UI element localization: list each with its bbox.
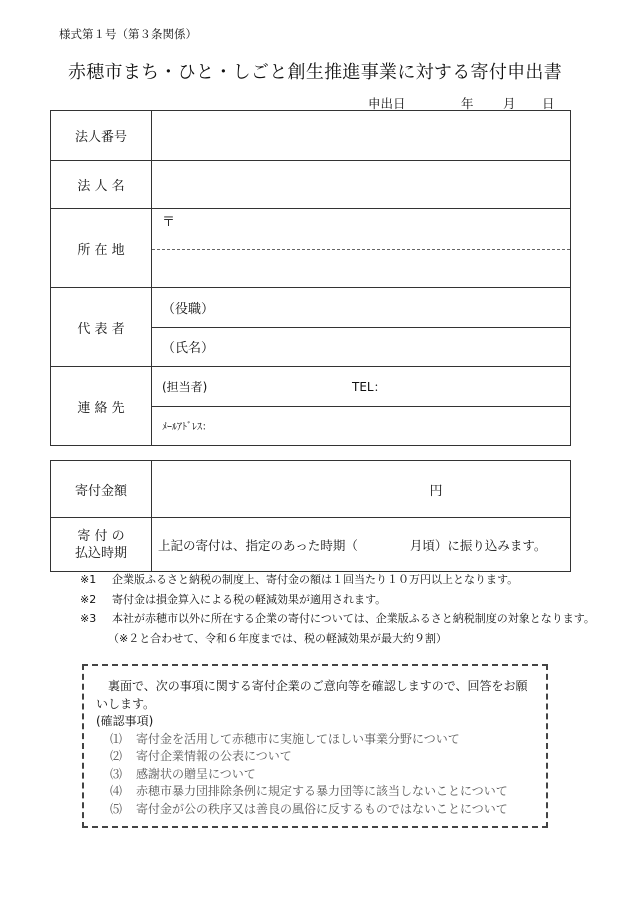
note-3-mark: ※3	[80, 612, 97, 625]
timing-label-line2: 払込時期	[74, 545, 127, 561]
note-1-mark: ※1	[80, 573, 97, 586]
corp-number-field[interactable]	[152, 111, 571, 161]
confirm-item-text: 寄付企業情報の公表について	[136, 749, 292, 763]
amount-field[interactable]	[152, 461, 571, 518]
confirm-item-text: 寄付金を活用して赤穂市に実施してほしい事業分野について	[136, 731, 460, 746]
email-label: ﾒｰﾙｱﾄﾞﾚｽ：	[162, 422, 212, 434]
timing-text-end: 月頃）に振り込みます。	[409, 537, 547, 553]
corp-name-label: 法 人 名	[51, 161, 152, 209]
note-3-text: 本社が赤穂市以外に所在する企業の寄付については、企業版ふるさと納税制度の対象となります。	[112, 612, 595, 625]
confirm-item	[96, 766, 536, 784]
tel-label: TEL：	[352, 379, 386, 394]
confirm-item-number: ⑶	[110, 766, 123, 781]
applicant-table	[50, 110, 571, 446]
note-2-text: 寄付金は損金算入による税の軽減効果が適用されます。	[112, 592, 387, 606]
confirm-item-number: ⑸	[110, 801, 123, 816]
contact-person-label: (担当者)	[162, 379, 208, 394]
amount-label: 寄付金額	[51, 461, 152, 518]
email-field[interactable]	[152, 407, 570, 446]
postal-code-field[interactable]	[152, 209, 570, 250]
confirmation-box	[82, 664, 548, 828]
yen-unit: 円	[429, 483, 443, 499]
contact-person-field[interactable]	[152, 367, 570, 407]
rep-title-label: （役職）	[162, 301, 215, 317]
address-label: 所 在 地	[51, 209, 152, 288]
note-1	[80, 570, 610, 590]
address-field[interactable]	[152, 250, 570, 288]
confirm-item-number: ⑷	[110, 784, 123, 798]
month-label: 月	[503, 96, 516, 111]
day-label: 日	[542, 96, 555, 111]
notes	[80, 570, 610, 648]
timing-field[interactable]	[152, 518, 571, 572]
form-number: 様式第１号（第３条関係）	[59, 27, 197, 41]
note-1-text: 企業版ふるさと納税の制度上、寄付金の額は１回当たり１０万円以上となります。	[112, 573, 519, 586]
confirm-item-number: ⑴	[110, 731, 123, 746]
note-extra: （※２と合わせて、令和６年度までは、税の軽減効果が最大約９割）	[108, 631, 447, 645]
confirm-item	[96, 748, 536, 766]
confirm-item	[96, 783, 536, 801]
note-2	[80, 590, 610, 610]
confirmation-heading: (確認事項)	[96, 714, 154, 728]
page-title: 赤穂市まち・ひと・しごと創生推進事業に対する寄付申出書	[67, 62, 563, 83]
confirm-item	[96, 731, 536, 749]
confirm-item-text: 感謝状の贈呈について	[136, 766, 256, 781]
note-3	[80, 609, 610, 629]
year-label: 年	[461, 96, 474, 111]
rep-name-field[interactable]	[152, 328, 570, 367]
confirm-item-number: ⑵	[110, 749, 123, 763]
corp-number-label: 法人番号	[51, 111, 152, 161]
confirm-item-text: 赤穂市暴力団排除条例に規定する暴力団等に該当しないことについて	[136, 784, 508, 798]
note-2-mark: ※2	[80, 592, 97, 606]
donation-table	[50, 460, 571, 572]
postal-mark: 〒	[162, 215, 176, 230]
confirm-item-text: 寄付金が公の秩序又は善良の風俗に反するものではないことについて	[136, 801, 508, 816]
timing-label	[51, 518, 152, 572]
rep-name-label: （氏名）	[162, 341, 215, 357]
contact-label: 連 絡 先	[51, 367, 152, 446]
date-label: 申出日	[368, 96, 406, 111]
timing-label-line1: 寄 付 の	[77, 528, 125, 544]
confirmation-lead: 裏面で、次の事項に関する寄付企業のご意向等を確認しますので、回答をお願いします。	[96, 679, 528, 711]
confirm-item	[96, 801, 536, 819]
corp-name-field[interactable]	[152, 161, 571, 209]
timing-text-start: 上記の寄付は、指定のあった時期（	[158, 537, 358, 553]
representative-label: 代 表 者	[51, 288, 152, 367]
rep-title-field[interactable]	[152, 288, 570, 328]
